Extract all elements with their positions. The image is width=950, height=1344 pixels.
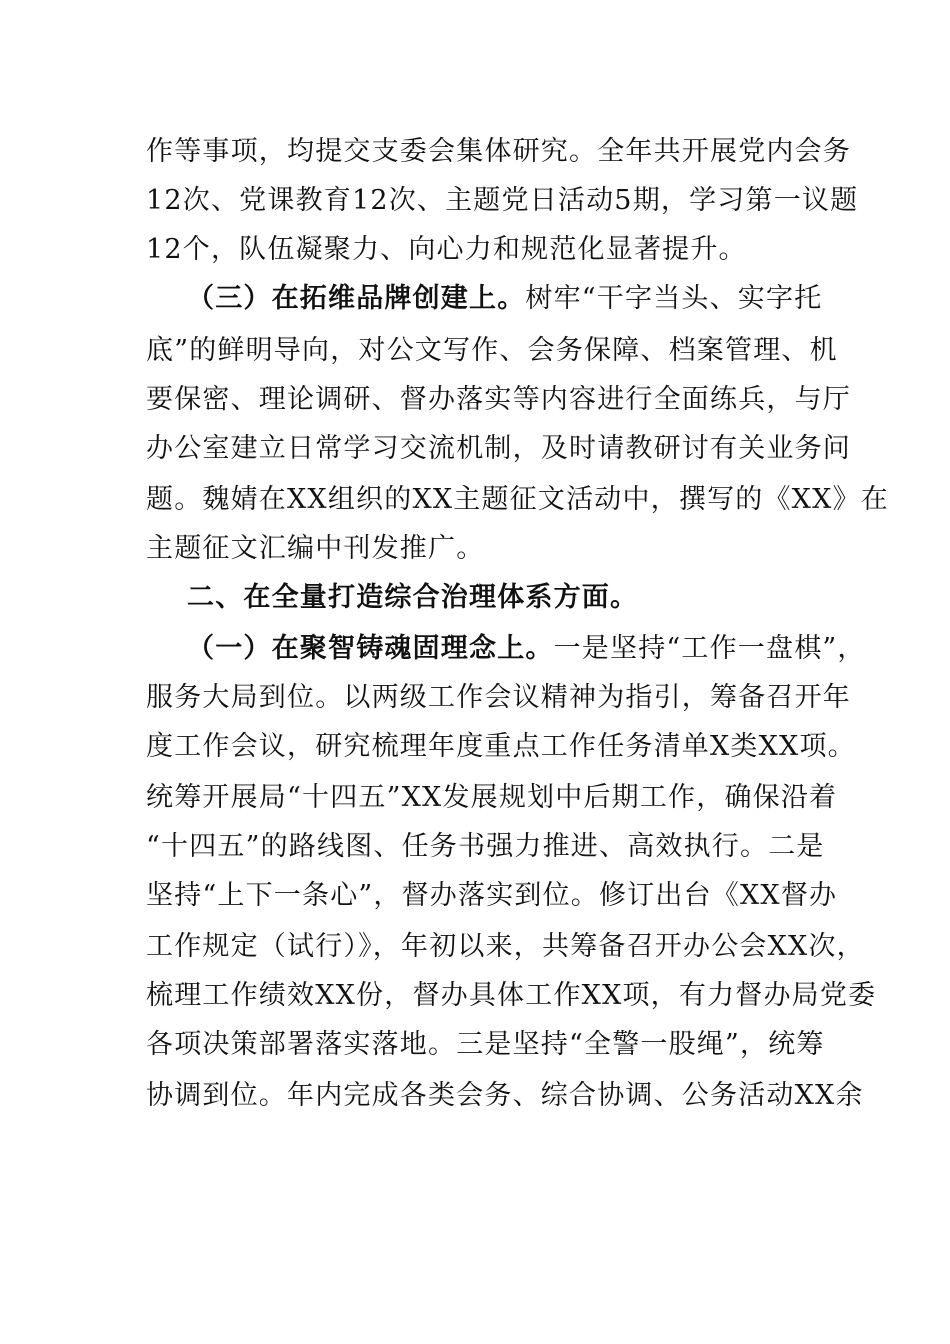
line-text: 工作规定（试行）》，年初以来，共筹备召开办公会XX次，: [146, 931, 865, 962]
paragraph-line: [146, 778, 838, 818]
paragraph-line: [146, 380, 851, 420]
line-text: 服务大局到位。以两级工作会议精神为指引，筹备召开年: [146, 682, 851, 713]
paragraph-line: [146, 132, 851, 172]
subsection-heading: （三）在拓维品牌创建上。: [187, 283, 526, 314]
line-text: 坚持“上下一条心”，督办落实到位。修订出台《XX督办: [146, 880, 838, 911]
paragraph-line: [146, 529, 806, 569]
line-text: 各项决策部署落实落地。三是坚持“全警一股绳”，统筹: [146, 1029, 825, 1060]
line-text: 12个，队伍凝聚力、向心力和规范化显著提升。: [146, 234, 747, 265]
paragraph-line: [146, 927, 865, 967]
line-text: 12次、党课教育12次、主题党日活动5期，学习第一议题: [146, 185, 859, 216]
paragraph-line: [146, 480, 889, 520]
subsection-heading-line: [187, 279, 823, 319]
line-text: 度工作会议，研究梳理年度重点工作任务清单X类XX项。: [146, 731, 856, 762]
paragraph-line: [146, 1076, 864, 1116]
paragraph-line: [146, 230, 806, 270]
line-text: 统筹开展局“十四五”XX发展规划中后期工作，确保沿着: [146, 782, 838, 813]
paragraph-line: [146, 827, 825, 867]
line-text: 作等事项，均提交支委会集体研究。全年共开展党内会务: [146, 136, 851, 167]
paragraph-line: [146, 331, 838, 371]
line-text: 办公室建立日常学习交流机制，及时请教研讨有关业务问: [146, 433, 851, 464]
line-text: 题。魏婧在XX组织的XX主题征文活动中，撰写的《XX》在: [146, 484, 889, 515]
line-text: 底”的鲜明导向，对公文写作、会务保障、档案管理、机: [146, 335, 838, 366]
paragraph-line: [146, 678, 851, 718]
line-text: 主题征文汇编中刊发推广。: [146, 533, 485, 564]
section-heading-line: [187, 578, 806, 618]
line-text: 协调到位。年内完成各类会务、综合协调、公务活动XX余: [146, 1080, 864, 1111]
paragraph-line: [146, 976, 877, 1016]
paragraph-line: [146, 727, 856, 767]
paragraph-line: [146, 429, 851, 469]
paragraph-line: [146, 181, 859, 221]
section-heading: 二、在全量打造综合治理体系方面。: [187, 582, 639, 613]
line-text: 要保密、理论调研、督办落实等内容进行全面练兵，与厅: [146, 384, 851, 415]
line-text: “十四五”的路线图、任务书强力推进、高效执行。二是: [146, 831, 825, 862]
paragraph-line: [146, 1025, 825, 1065]
line-text: 树牢“干字当头、实字托: [525, 283, 823, 314]
paragraph-line: [146, 876, 838, 916]
subsection-heading: （一）在聚智铸魂固理念上。: [187, 633, 554, 664]
subsection-heading-line: [187, 629, 866, 669]
line-text: 梳理工作绩效XX份，督办具体工作XX项，有力督办局党委: [146, 980, 877, 1011]
line-text: 一是坚持“工作一盘棋”，: [553, 633, 866, 664]
